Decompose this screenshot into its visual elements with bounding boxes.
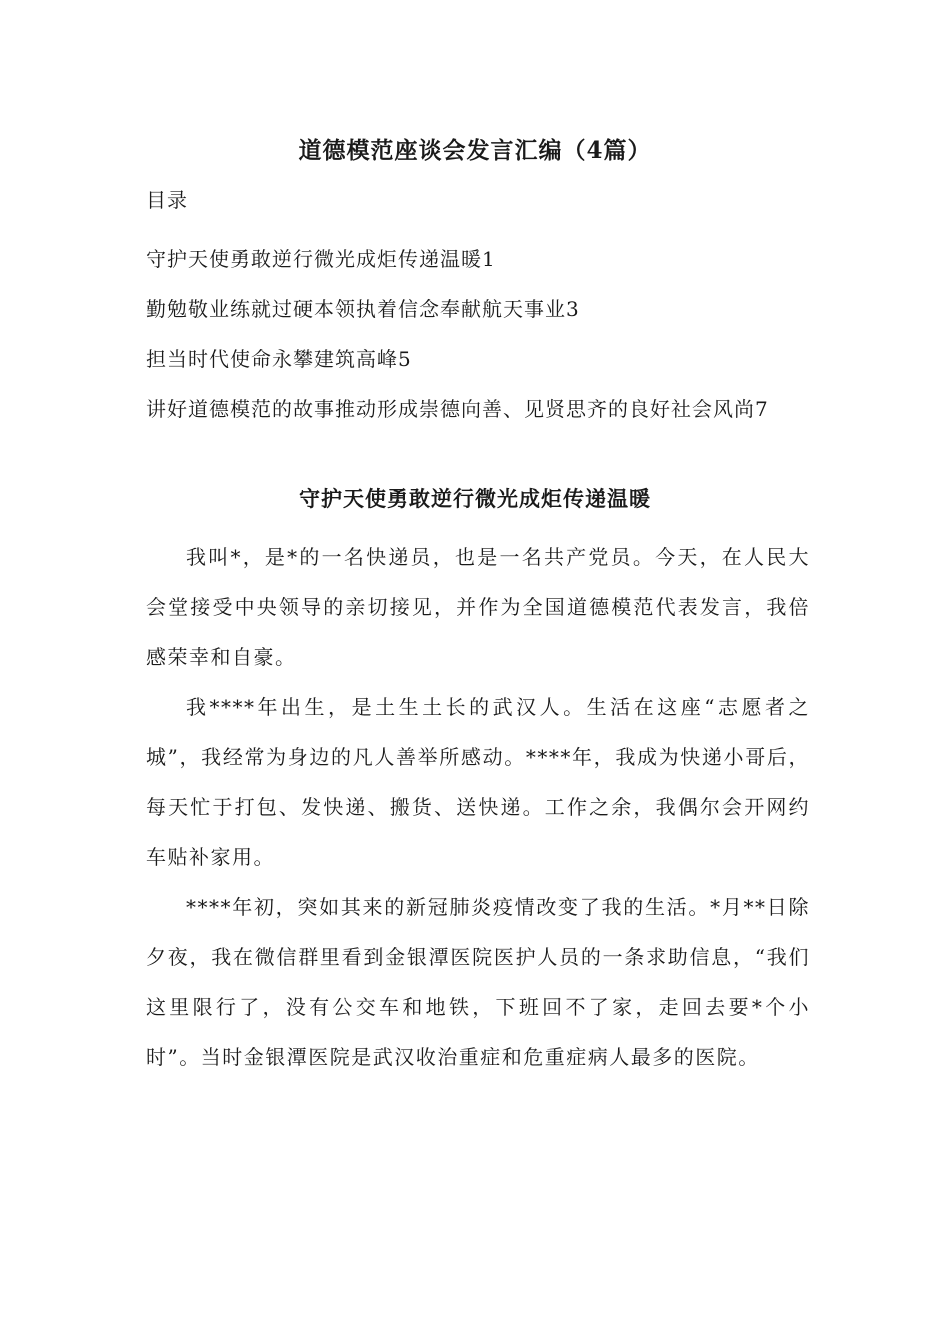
toc-item[interactable]: 担当时代使命永攀建筑高峰5 <box>146 347 412 371</box>
toc-item[interactable]: 讲好道德模范的故事推动形成崇德向善、见贤思齐的良好社会风尚7 <box>146 397 769 421</box>
body-paragraph: 我叫*，是*的一名快递员，也是一名共产党员。今天，在人民大会堂接受中央领导的亲切接见，并作为全国道德模范代表发言，我倍感荣幸和自豪。 <box>146 545 810 669</box>
body-paragraph: 我****年出生，是土生土长的武汉人。生活在这座“志愿者之城”，我经常为身边的凡人善举所感动。****年，我成为快递小哥后，每天忙于打包、发快递、搬货、送快递。工作之余，我偶尔会开网约车贴补家用。 <box>146 695 810 869</box>
body-paragraph: ****年初，突如其来的新冠肺炎疫情改变了我的生活。*月**日除夕夜，我在微信群里看到金银潭医院医护人员的一条求助信息，“我们这里限行了，没有公交车和地铁，下班回不了家，走回去要*个小时”。当时金银潭医院是武汉收治重症和危重症病人最多的医院。 <box>146 895 810 1069</box>
table-of-contents <box>146 234 806 434</box>
document-title: 道德模范座谈会发言汇编（4篇） <box>298 137 652 164</box>
section-title: 守护天使勇敢逆行微光成炬传递温暖 <box>299 486 651 511</box>
toc-item[interactable]: 勤勉敬业练就过硬本领执着信念奉献航天事业3 <box>146 297 580 321</box>
section-body <box>146 532 810 1082</box>
toc-heading: 目录 <box>146 188 188 212</box>
toc-item[interactable]: 守护天使勇敢逆行微光成炬传递温暖1 <box>146 247 496 271</box>
